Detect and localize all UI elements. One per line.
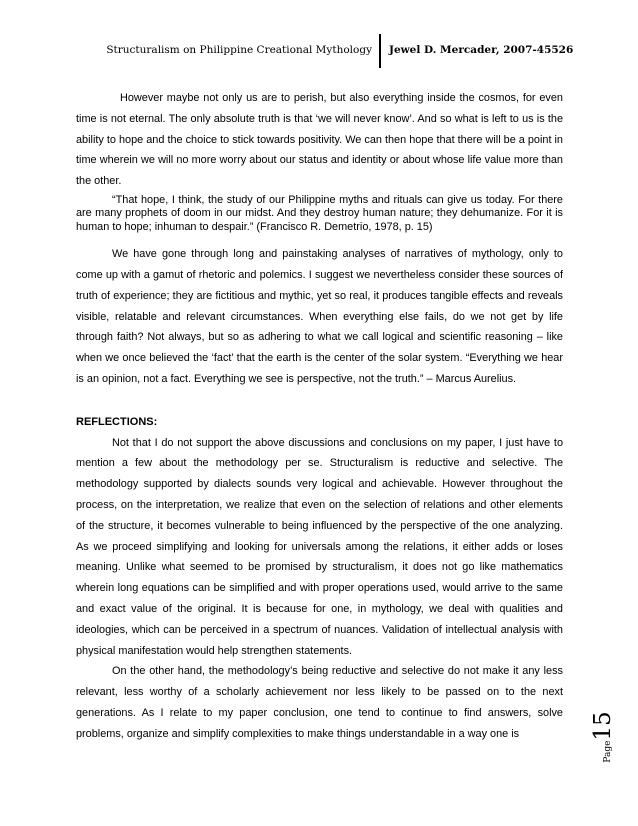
header-title: Structuralism on Philippine Creational Mythology — [106, 44, 372, 56]
block-quote: “That hope, I think, the study of our Philippine myths and rituals can give us today. For there are many prophets of doom in our midst. And they destroy human nature; they dehumanize. For it is human to hope; inhuman to despair.” (Francisco R. Demetrio, 1978, p. 15) — [76, 193, 563, 233]
page-header — [0, 34, 638, 70]
paragraph-methodology: On the other hand, the methodology’s being reductive and selective do not make it any less relevant, less worthy of a scholarly achievement nor less likely to be passed on to the next generations. As I relate to my paper conclusion, one tend to continue to find answers, solve problems, organize and simplify complexities to make things understandable in a way one is — [76, 665, 563, 740]
document-body — [76, 88, 563, 745]
page-label: Page — [603, 740, 613, 763]
paragraph-analyses: We have gone through long and painstaking analyses of narratives of mythology, only to come up with a gamut of rhetoric and polemics. I suggest we nevertheless consider these sources of truth of experience; they are fictitious and mythic, yet so real, it produces tangible effects and reveals visible, relatable and relevant circumstances. When everything else fails, do we not get by life through faith? Not always, but so as adhering to what we call logical and scientific reasoning – like when we once believed the ‘fact’ that the earth is the center of the solar system. “Everything we hear is an opinion, not a fact. Everything we see is perspective, not the truth.” – Marcus Aurelius. — [76, 248, 563, 385]
paragraph-hope: However maybe not only us are to perish, but also everything inside the cosmos, for even time is not eternal. The only absolute truth is that ‘we will never know’. And so what is left to us is the ability to hope and the choice to stick towards positivity. We can then hope that there will be a point in time wherein we will no more worry about our status and identity or about whose life value more than the other. — [76, 92, 563, 188]
paragraph-reflections: Not that I do not support the above discussions and conclusions on my paper, I just have to mention a few about the methodology per se. Structuralism is reductive and selective. The methodology supported by dialects sounds very logical and achievable. However throughout the process, on the interpretation, we realize that even on the selection of relations and other elements of the structure, it becomes vulnerable to being influenced by the perspective of the one analyzing. As we proceed simplifying and looking for universals among the relations, it either adds or loses meaning. Unlike what seemed to be promised by structuralism, it does not go like mathematics wherein long equations can be simplified and with proper operations used, would arrive to the same and exact value of the original. It is because for one, in mythology, we deal with qualities and ideologies, which can be perceived in a spectrum of nuances. Validation of intellectual analysis with physical manifestation would help strengthen statements. — [76, 436, 563, 657]
spacer — [76, 234, 563, 244]
page-number — [590, 693, 616, 781]
header-author: Jewel D. Mercader, 2007-45526 — [389, 44, 574, 56]
reflections-heading: REFLECTIONS: — [76, 415, 158, 428]
page-digit: 15 — [590, 711, 616, 741]
header-divider — [379, 34, 381, 68]
